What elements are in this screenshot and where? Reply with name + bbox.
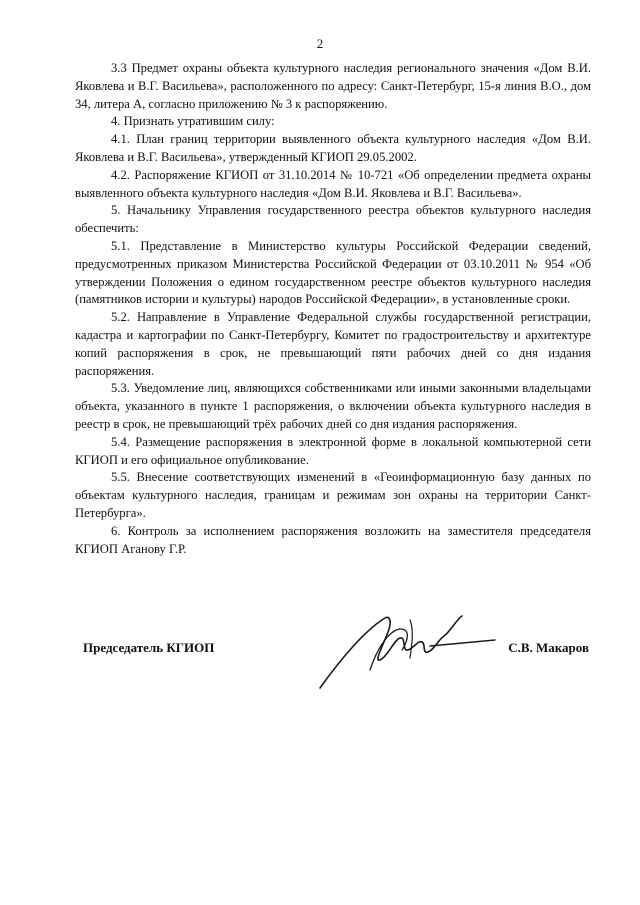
- paragraph-3-3: 3.3 Предмет охраны объекта культурного наследия регионального значения «Дом В.И. Яковлева и В.Г. Васильева», расположенного по адресу: Санкт-Петербург, 15-я линия В.О., дом 34, литера А, согласно приложению № 3 к распоряжению.: [75, 61, 591, 111]
- paragraph-4-1: 4.1. План границ территории выявленного объекта культурного наследия «Дом В.И. Яковлева и В.Г. Васильева», утвержденный КГИОП 29.05.2002.: [75, 132, 591, 164]
- handwritten-signature: [310, 600, 500, 695]
- signer-position: Председатель КГИОП: [83, 640, 215, 655]
- paragraph-6: 6. Контроль за исполнением распоряжения возложить на заместителя председателя КГИОП Аганову Г.Р.: [75, 523, 591, 556]
- paragraph-5-4: 5.4. Размещение распоряжения в электронной форме в локальной компьютерной сети КГИОП и его официальное опубликование.: [75, 434, 591, 467]
- paragraph-5-2: 5.2. Направление в Управление Федеральной службы государственной регистрации, кадастра и картографии по Санкт-Петербургу, Комитет по градостроительству и архитектуре копий распоряжения в срок, не превышающий пяти рабочих дней со дня издания распоряжения.: [75, 310, 591, 378]
- paragraph-5: 5. Начальнику Управления государственного реестра объектов культурного наследия обеспечить:: [75, 203, 591, 236]
- paragraph-4-2: 4.2. Распоряжение КГИОП от 31.10.2014 № 10-721 «Об определении предмета охраны выявленного объекта культурного наследия «Дом В.И. Яковлева и В.Г. Васильева».: [75, 167, 591, 200]
- paragraph-5-5: 5.5. Внесение соответствующих изменений в «Геоинформационную базу данных по объектам культурного наследия, границам и режимам зон охраны на территории Санкт-Петербурга».: [75, 470, 591, 520]
- paragraph-4: 4. Признать утратившим силу:: [111, 114, 275, 129]
- page-number: 2: [316, 36, 324, 51]
- paragraph-5-3: 5.3. Уведомление лиц, являющихся собственниками или иными законными владельцами объекта, указанного в пункте 1 распоряжения, о включении объекта культурного наследия в реестр в срок, не превышающий трёх рабочих дней со дня издания распоряжения.: [75, 381, 591, 431]
- signer-name: С.В. Макаров: [508, 640, 589, 655]
- document-body: [75, 60, 591, 558]
- paragraph-5-1: 5.1. Представление в Министерство культуры Российской Федерации сведений, предусмотренных приказом Министерства Российской Федерации от 03.10.2011 № 954 «Об утверждении Положения о едином государственном реестре объектов культурного наследия (памятников истории и культуры) народов Российской Федерации», в установленные сроки.: [75, 238, 591, 307]
